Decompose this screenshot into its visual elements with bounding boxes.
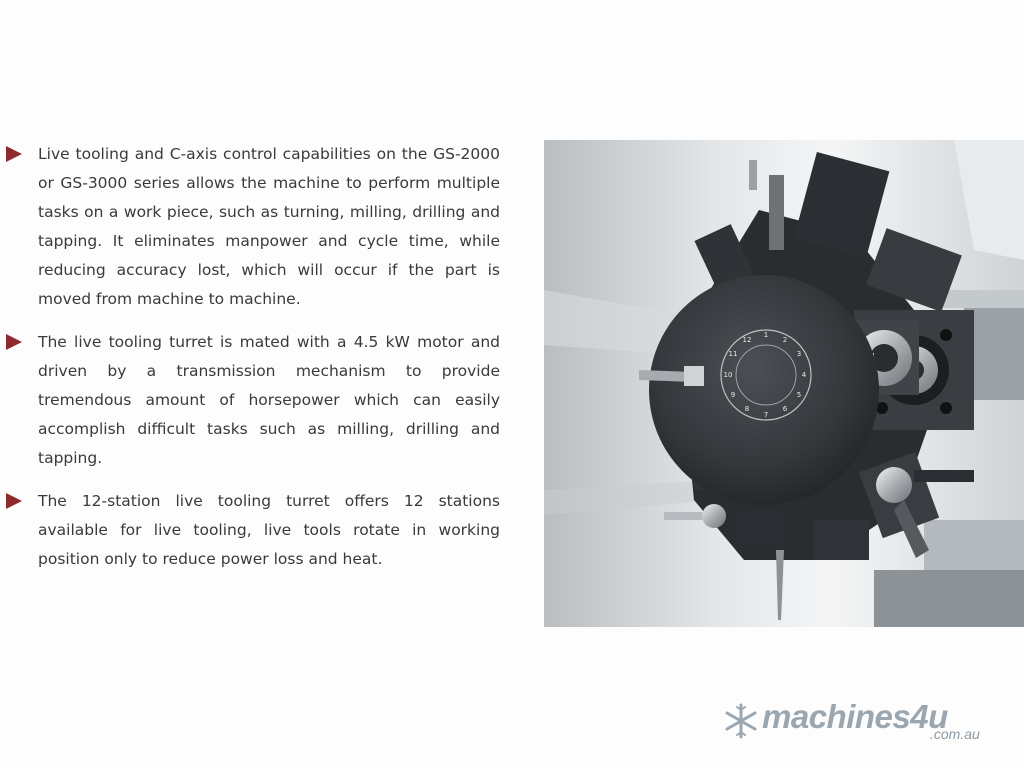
dial-label: 7	[763, 411, 769, 419]
feature-text: The 12-station live tooling turret offers 12 stations available for live tooling, live tools rotate in working position only to reduce power loss and heat.	[38, 492, 500, 568]
bullet-arrow-icon	[6, 493, 22, 509]
feature-text: The live tooling turret is mated with a 4.5 kW motor and driven by a transmission mechanism to provide tremendous amount of horsepower which can easily accomplish difficult tasks such as milling, drilling and tapping.	[38, 333, 500, 467]
logo-domain: .com.au	[930, 726, 980, 742]
snowflake-icon	[722, 702, 760, 740]
dial-label: 4	[801, 371, 807, 379]
dial-label: 9	[730, 391, 736, 399]
dial-label: 2	[782, 336, 788, 344]
feature-bullet-3	[6, 487, 506, 574]
machines4u-logo	[722, 700, 992, 746]
dial-label: 8	[744, 405, 750, 413]
dial-label: 3	[796, 350, 802, 358]
dial-label: 12	[742, 336, 752, 344]
logo-wordmark: machines4u	[762, 698, 948, 735]
dial-label: 1	[763, 331, 769, 339]
feature-text: Live tooling and C-axis control capabilities on the GS-2000 or GS-3000 series allows the machine to perform multiple tasks on a work piece, such as turning, milling, drilling and tapping. It eliminates manpower and cycle time, while reducing accuracy lost, which will occur if the part is moved from machine to machine.	[38, 145, 500, 308]
dial-label: 6	[782, 405, 788, 413]
bullet-arrow-icon	[6, 334, 22, 350]
feature-bullet-2	[6, 328, 506, 473]
feature-bullet-1	[6, 140, 506, 314]
turret-photo	[544, 140, 1024, 627]
dial-label: 11	[728, 350, 738, 358]
feature-list	[6, 140, 506, 588]
dial-label: 5	[796, 391, 802, 399]
bullet-arrow-icon	[6, 146, 22, 162]
dial-label: 10	[723, 371, 733, 379]
turret-illustration	[544, 140, 1024, 627]
